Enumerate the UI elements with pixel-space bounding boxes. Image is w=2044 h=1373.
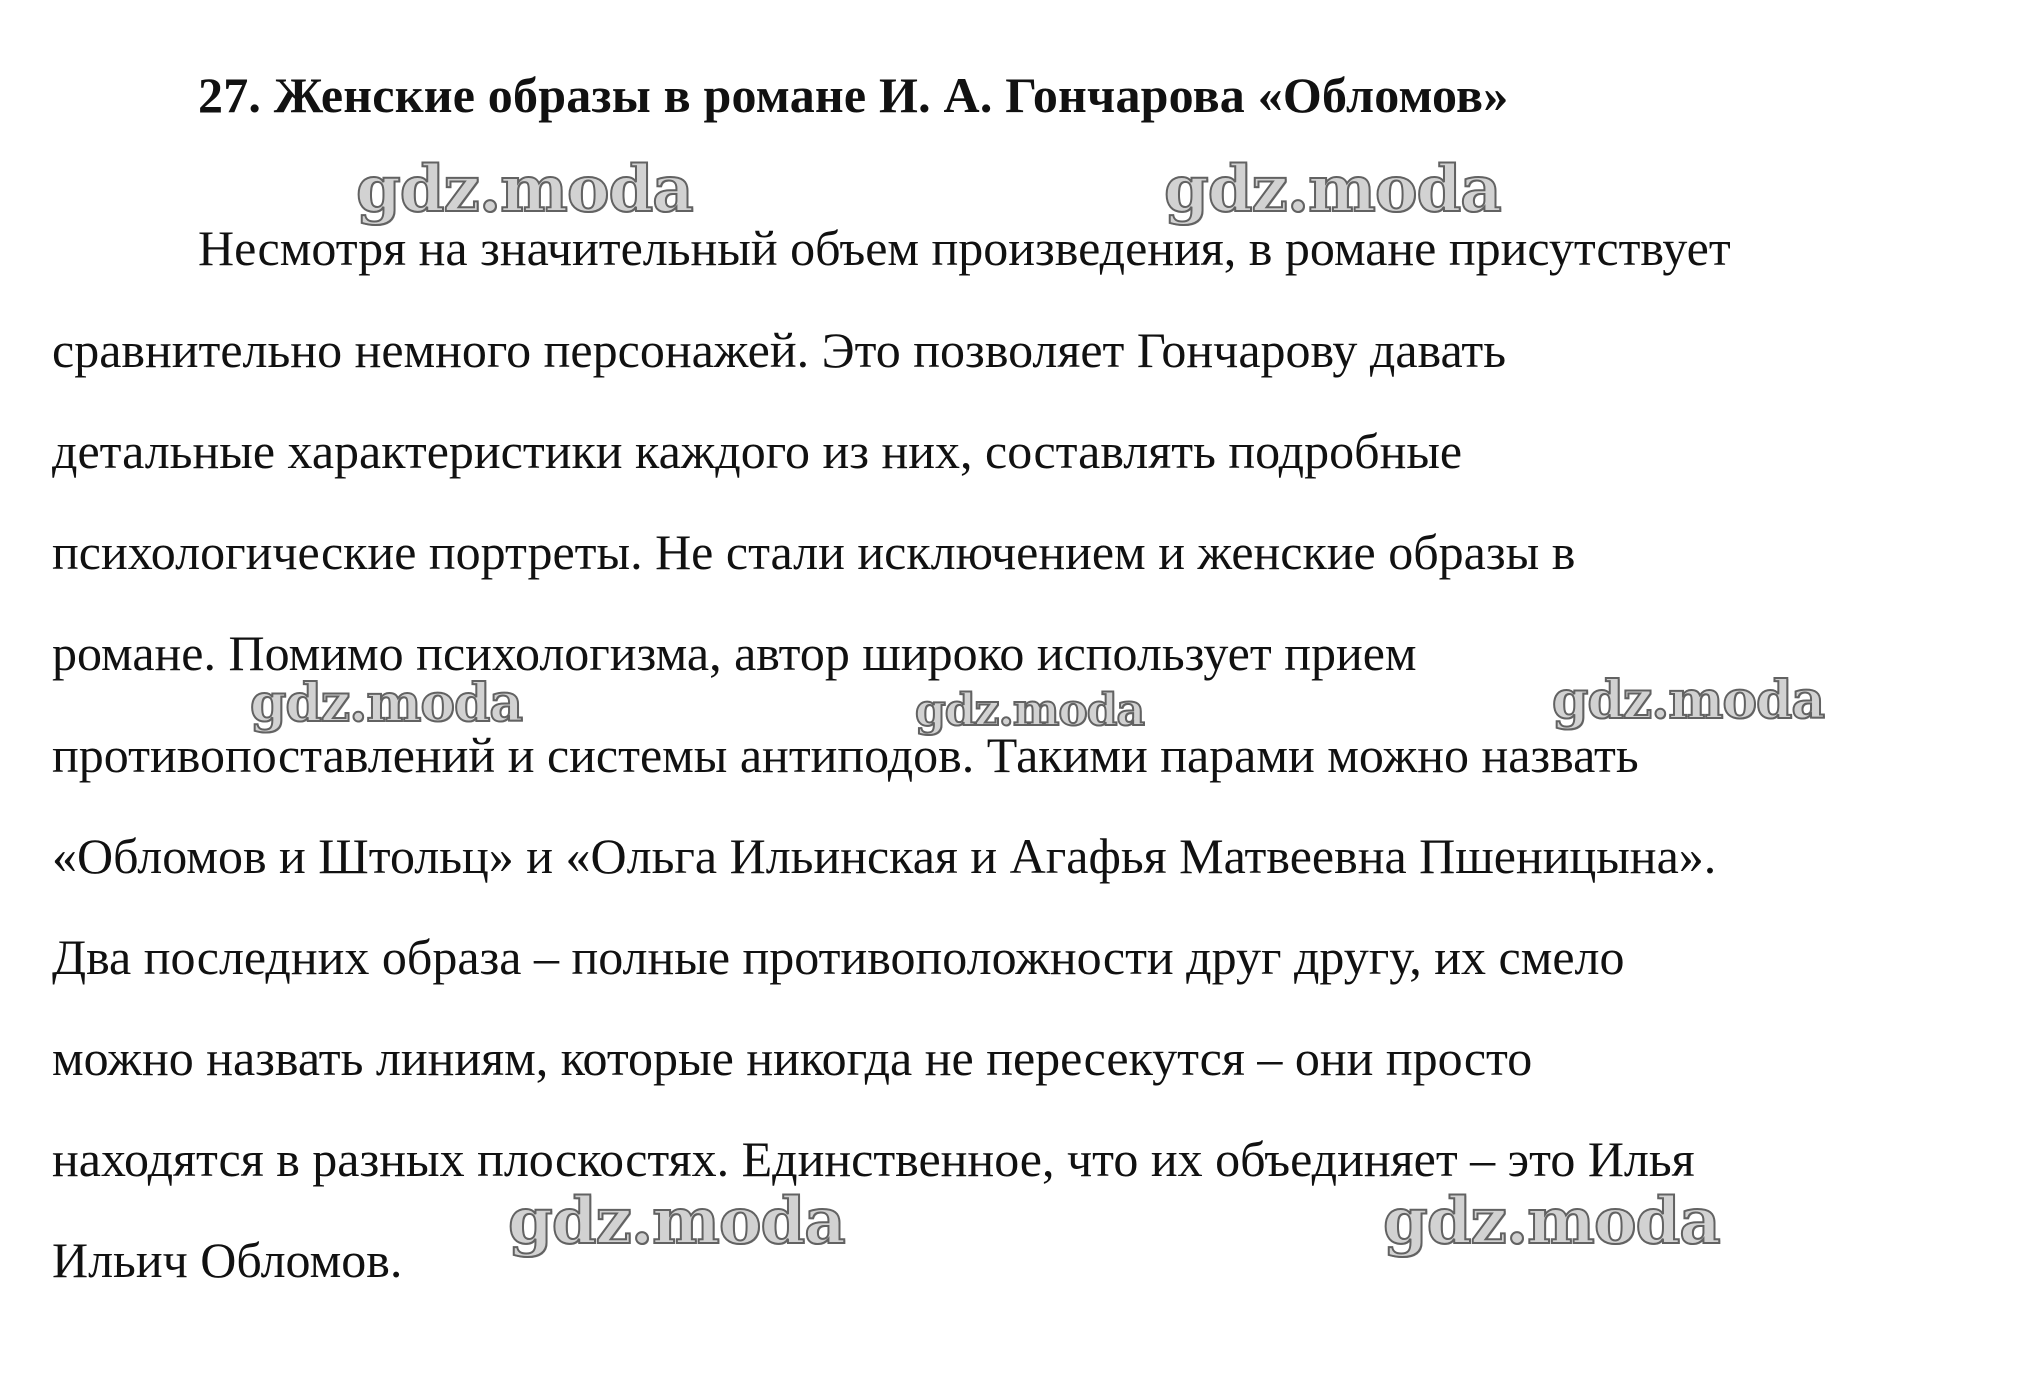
watermark-text: gdz.moda — [356, 152, 693, 227]
watermark-text: gdz.moda — [508, 1184, 845, 1259]
watermark-text: gdz.moda — [250, 673, 523, 734]
paragraph-line: Несмотря на значительный объем произведения, в романе присутствует — [198, 220, 1731, 276]
watermark-text: gdz.moda — [915, 685, 1145, 736]
watermark-text: gdz.moda — [1164, 152, 1501, 227]
paragraph-line: детальные характеристики каждого из них, составлять подробные — [52, 423, 1463, 479]
paragraph-line: Два последних образа – полные противоположности друг другу, их смело — [52, 929, 1625, 985]
paragraph-line: Ильич Обломов. — [52, 1232, 403, 1288]
paragraph-line: противопоставлений и системы антиподов. Такими парами можно назвать — [52, 727, 1639, 783]
paragraph-line: находятся в разных плоскостях. Единственное, что их объединяет – это Илья — [52, 1131, 1695, 1187]
watermark-text: gdz.moda — [1383, 1184, 1720, 1259]
paragraph-line: можно назвать линиям, которые никогда не пересекутся – они просто — [52, 1030, 1533, 1086]
watermark-text: gdz.moda — [1552, 670, 1825, 731]
paragraph-line: сравнительно немного персонажей. Это позволяет Гончарову давать — [52, 322, 1507, 378]
paragraph-line: психологические портреты. Не стали исключением и женские образы в — [52, 524, 1576, 580]
document-title: 27. Женские образы в романе И. А. Гончарова «Обломов» — [198, 67, 1509, 123]
paragraph-line: романе. Помимо психологизма, автор широко использует прием — [52, 625, 1417, 681]
paragraph-line: «Обломов и Штольц» и «Ольга Ильинская и Агафья Матвеевна Пшеницына». — [52, 828, 1717, 884]
